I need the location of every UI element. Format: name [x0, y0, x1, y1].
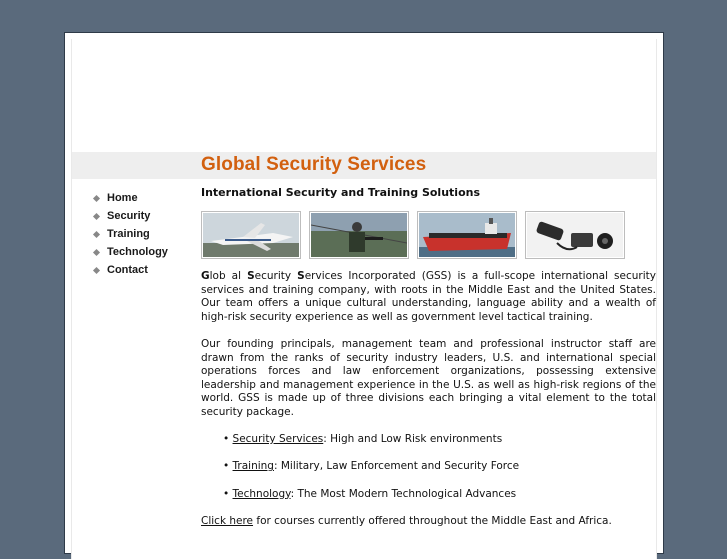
security-guard-photo: [309, 211, 409, 259]
courses-line: Click here for courses currently offered throughout the Middle East and Africa.: [201, 514, 612, 527]
nav-item-training[interactable]: [92, 225, 168, 243]
diamond-bullet-icon: [93, 266, 100, 273]
diamond-bullet-icon: [93, 248, 100, 255]
site-title: Global Security Services: [201, 154, 427, 175]
surveillance-equipment-photo: [525, 211, 625, 259]
nav-item-contact[interactable]: [92, 261, 168, 279]
nav-item-label: Security: [107, 210, 151, 222]
page-frame: [64, 32, 664, 554]
nav-item-home[interactable]: [92, 189, 168, 207]
main-content: [201, 270, 656, 528]
founders-paragraph: Our founding principals, management team and professional instructor staff are drawn from the ranks of security industry leaders, U.S. and international special operations forces and law enforcement organizations, possessing extensive leadership and management experience in the U.S. as well as high-risk regions of the world. GSS is made up of three divisions each bringing a vital element to the total security package.: [201, 337, 656, 418]
airplane-photo: [201, 211, 301, 259]
nav-item-label: Home: [107, 192, 138, 204]
content-panel: [71, 39, 657, 559]
main-nav: [92, 189, 168, 279]
division-item-technology: • Technology: The Most Modern Technological Advances: [223, 487, 517, 500]
technology-link[interactable]: Technology: [232, 487, 291, 500]
diamond-bullet-icon: [93, 194, 100, 201]
intro-paragraph: Glob al Security Services Incorporated (GSS) is a full-scope international security services and training company, with roots in the Middle East and the United States. Our team offers a unique cultural understanding, language ability and a wealth of high-risk security experience as well as government level tactical training.: [201, 270, 656, 323]
nav-item-label: Training: [107, 228, 150, 240]
division-item-training: • Training: Military, Law Enforcement and Security Force: [223, 460, 520, 473]
nav-item-label: Technology: [107, 246, 168, 258]
ship-photo: [417, 211, 517, 259]
nav-item-security[interactable]: [92, 207, 168, 225]
nav-item-technology[interactable]: [92, 243, 168, 261]
nav-item-label: Contact: [107, 264, 148, 276]
division-item-security: • Security Services: High and Low Risk environments: [223, 433, 503, 446]
click-here-link[interactable]: Click here: [201, 514, 254, 527]
tagline: International Security and Training Solutions: [201, 186, 481, 199]
diamond-bullet-icon: [93, 212, 100, 219]
security-services-link[interactable]: Security Services: [232, 433, 324, 446]
diamond-bullet-icon: [93, 230, 100, 237]
training-link[interactable]: Training: [232, 460, 274, 473]
